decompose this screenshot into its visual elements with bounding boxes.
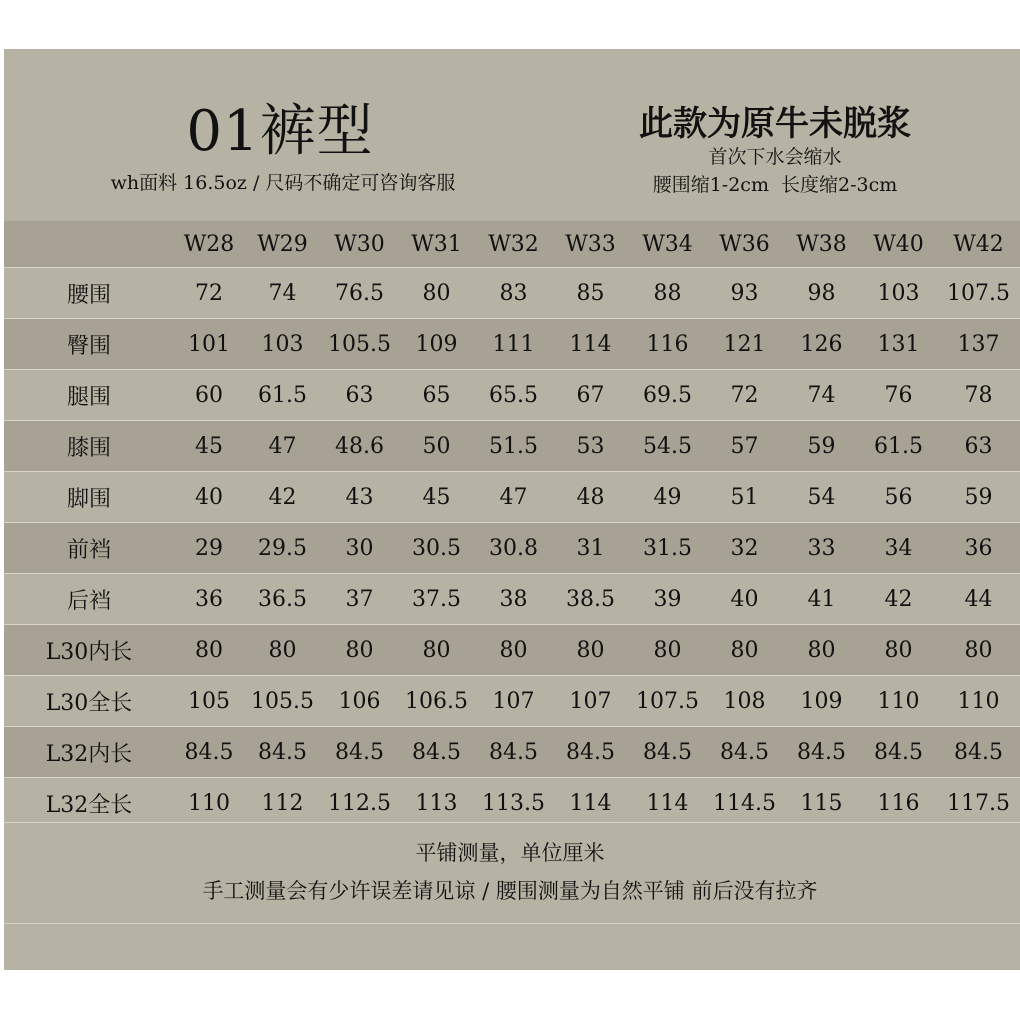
table-cell: 40: [174, 472, 244, 523]
table-cell: 84.5: [552, 727, 629, 778]
table-cell: 65: [398, 370, 475, 421]
table-cell: 116: [629, 319, 706, 370]
size-column-header: W34: [629, 221, 706, 268]
table-cell: 98: [783, 268, 860, 319]
table-cell: 63: [321, 370, 398, 421]
table-cell: 103: [860, 268, 937, 319]
table-cell: 80: [398, 625, 475, 676]
row-label: 膝围: [4, 421, 174, 472]
table-cell: 105.5: [321, 319, 398, 370]
table-cell: 80: [321, 625, 398, 676]
table-cell: 112.5: [321, 778, 398, 829]
table-cell: 80: [244, 625, 321, 676]
table-cell: 61.5: [860, 421, 937, 472]
size-chart-table: [4, 221, 1020, 829]
table-cell: 54: [783, 472, 860, 523]
table-cell: 80: [783, 625, 860, 676]
table-row: [4, 574, 1020, 625]
table-cell: 65.5: [475, 370, 552, 421]
row-label: 前裆: [4, 523, 174, 574]
table-cell: 44: [937, 574, 1020, 625]
table-cell: 84.5: [321, 727, 398, 778]
table-cell: 80: [552, 625, 629, 676]
table-cell: 59: [783, 421, 860, 472]
table-cell: 106.5: [398, 676, 475, 727]
table-cell: 131: [860, 319, 937, 370]
row-label: 脚围: [4, 472, 174, 523]
table-cell: 117.5: [937, 778, 1020, 829]
row-label: L32内长: [4, 727, 174, 778]
table-cell: 30: [321, 523, 398, 574]
table-cell: 107.5: [629, 676, 706, 727]
size-column-header: W29: [244, 221, 321, 268]
table-cell: 80: [629, 625, 706, 676]
table-cell: 47: [475, 472, 552, 523]
size-column-header: W40: [860, 221, 937, 268]
table-cell: 85: [552, 268, 629, 319]
table-cell: 33: [783, 523, 860, 574]
table-cell: 114.5: [706, 778, 783, 829]
measurement-note: 平铺测量，单位厘米: [415, 841, 605, 865]
table-cell: 110: [860, 676, 937, 727]
table-cell: 67: [552, 370, 629, 421]
table-cell: 84.5: [244, 727, 321, 778]
table-cell: 107: [552, 676, 629, 727]
table-cell: 105: [174, 676, 244, 727]
table-cell: 80: [475, 625, 552, 676]
table-cell: 29: [174, 523, 244, 574]
table-cell: 54.5: [629, 421, 706, 472]
raw-denim-notice: 此款为原牛未脱浆: [639, 104, 911, 144]
row-label: 腿围: [4, 370, 174, 421]
table-cell: 30.8: [475, 523, 552, 574]
table-cell: 34: [860, 523, 937, 574]
row-label: L32全长: [4, 778, 174, 829]
row-label: L30全长: [4, 676, 174, 727]
table-cell: 42: [244, 472, 321, 523]
table-cell: 88: [629, 268, 706, 319]
table-cell: 63: [937, 421, 1020, 472]
table-row: [4, 472, 1020, 523]
table-cell: 36.5: [244, 574, 321, 625]
row-label: 后裆: [4, 574, 174, 625]
table-cell: 109: [398, 319, 475, 370]
table-cell: 114: [552, 319, 629, 370]
table-cell: 114: [552, 778, 629, 829]
table-cell: 60: [174, 370, 244, 421]
table-row: [4, 370, 1020, 421]
shrinkage-line-1: 首次下水会缩水: [708, 146, 842, 168]
header-corner: [4, 221, 174, 268]
size-column-header: W42: [937, 221, 1020, 268]
table-cell: 80: [398, 268, 475, 319]
table-cell: 56: [860, 472, 937, 523]
table-cell: 59: [937, 472, 1020, 523]
shrinkage-line-2: 腰围缩1-2cm 长度缩2-3cm: [652, 174, 898, 196]
size-column-header: W30: [321, 221, 398, 268]
row-label: L30内长: [4, 625, 174, 676]
table-cell: 108: [706, 676, 783, 727]
table-cell: 40: [706, 574, 783, 625]
table-cell: 113: [398, 778, 475, 829]
table-cell: 74: [783, 370, 860, 421]
table-cell: 80: [706, 625, 783, 676]
table-cell: 80: [937, 625, 1020, 676]
size-column-header: W33: [552, 221, 629, 268]
page-subtitle: wh面料 16.5oz / 尺码不确定可咨询客服: [110, 172, 456, 194]
table-cell: 41: [783, 574, 860, 625]
table-cell: 37.5: [398, 574, 475, 625]
table-cell: 38: [475, 574, 552, 625]
table-cell: 137: [937, 319, 1020, 370]
table-cell: 31.5: [629, 523, 706, 574]
table-cell: 57: [706, 421, 783, 472]
table-cell: 42: [860, 574, 937, 625]
page-title: 01裤型: [186, 99, 374, 164]
table-cell: 48.6: [321, 421, 398, 472]
table-cell: 61.5: [244, 370, 321, 421]
table-cell: 101: [174, 319, 244, 370]
table-cell: 112: [244, 778, 321, 829]
table-cell: 84.5: [783, 727, 860, 778]
table-cell: 69.5: [629, 370, 706, 421]
row-label: 臀围: [4, 319, 174, 370]
table-cell: 105.5: [244, 676, 321, 727]
table-cell: 43: [321, 472, 398, 523]
table-cell: 31: [552, 523, 629, 574]
error-disclaimer: 手工测量会有少许误差请见谅 / 腰围测量为自然平铺 前后没有拉齐: [202, 879, 818, 903]
table-cell: 116: [860, 778, 937, 829]
size-header-row: [4, 221, 1020, 268]
table-cell: 110: [937, 676, 1020, 727]
table-cell: 84.5: [706, 727, 783, 778]
table-cell: 72: [174, 268, 244, 319]
shrinkage-notice: [600, 143, 950, 199]
table-cell: 39: [629, 574, 706, 625]
table-cell: 38.5: [552, 574, 629, 625]
table-cell: 49: [629, 472, 706, 523]
table-cell: 93: [706, 268, 783, 319]
table-cell: 29.5: [244, 523, 321, 574]
table-cell: 111: [475, 319, 552, 370]
table-cell: 36: [937, 523, 1020, 574]
table-cell: 51.5: [475, 421, 552, 472]
table-cell: 72: [706, 370, 783, 421]
table-cell: 84.5: [174, 727, 244, 778]
table-cell: 36: [174, 574, 244, 625]
table-cell: 80: [174, 625, 244, 676]
table-cell: 84.5: [937, 727, 1020, 778]
table-cell: 74: [244, 268, 321, 319]
table-cell: 78: [937, 370, 1020, 421]
table-cell: 30.5: [398, 523, 475, 574]
table-cell: 107: [475, 676, 552, 727]
table-cell: 84.5: [475, 727, 552, 778]
size-column-header: W28: [174, 221, 244, 268]
table-cell: 76: [860, 370, 937, 421]
table-cell: 51: [706, 472, 783, 523]
size-column-header: W36: [706, 221, 783, 268]
table-cell: 84.5: [629, 727, 706, 778]
table-cell: 113.5: [475, 778, 552, 829]
table-cell: 126: [783, 319, 860, 370]
table-cell: 48: [552, 472, 629, 523]
table-cell: 115: [783, 778, 860, 829]
row-label: 腰围: [4, 268, 174, 319]
table-row: [4, 523, 1020, 574]
table-cell: 76.5: [321, 268, 398, 319]
table-cell: 32: [706, 523, 783, 574]
table-cell: 106: [321, 676, 398, 727]
table-cell: 84.5: [860, 727, 937, 778]
table-cell: 84.5: [398, 727, 475, 778]
table-row: [4, 778, 1020, 829]
table-cell: 110: [174, 778, 244, 829]
table-cell: 107.5: [937, 268, 1020, 319]
table-cell: 37: [321, 574, 398, 625]
table-cell: 121: [706, 319, 783, 370]
size-column-header: W31: [398, 221, 475, 268]
table-cell: 53: [552, 421, 629, 472]
table-cell: 83: [475, 268, 552, 319]
size-column-header: W32: [475, 221, 552, 268]
table-cell: 109: [783, 676, 860, 727]
table-row: [4, 319, 1020, 370]
table-cell: 114: [629, 778, 706, 829]
table-row: [4, 676, 1020, 727]
table-cell: 103: [244, 319, 321, 370]
table-cell: 45: [398, 472, 475, 523]
table-cell: 47: [244, 421, 321, 472]
table-cell: 45: [174, 421, 244, 472]
size-column-header: W38: [783, 221, 860, 268]
table-cell: 80: [860, 625, 937, 676]
table-row: [4, 625, 1020, 676]
table-row: [4, 421, 1020, 472]
table-row: [4, 268, 1020, 319]
table-cell: 50: [398, 421, 475, 472]
table-row: [4, 727, 1020, 778]
